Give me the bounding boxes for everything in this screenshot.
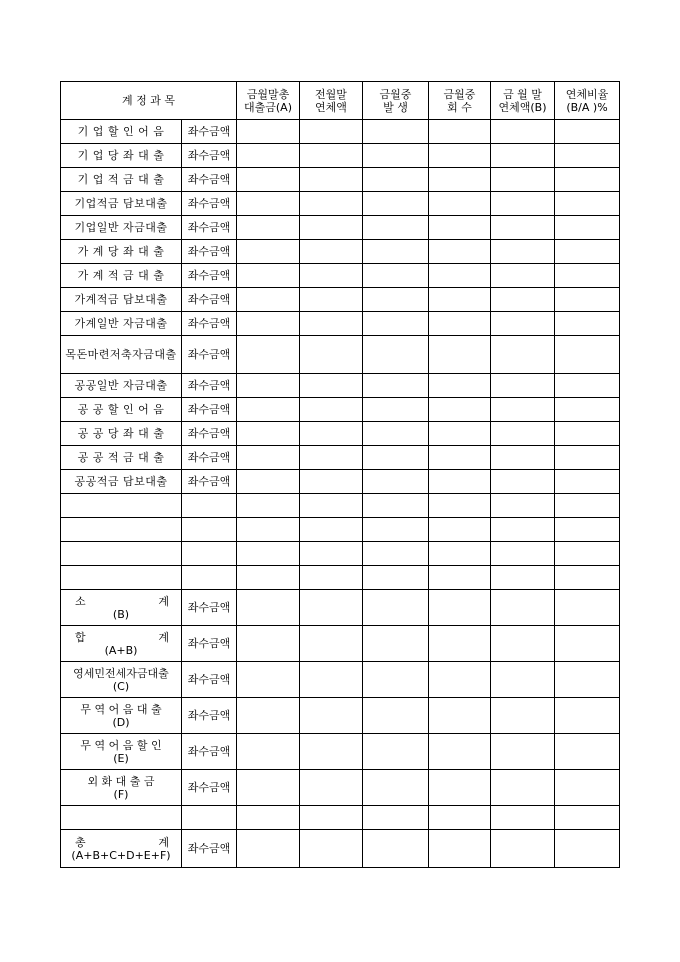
count-amount-label: 좌수금액 xyxy=(182,312,237,336)
d-loan-row xyxy=(61,698,620,734)
value-cell[interactable] xyxy=(555,470,620,494)
value-cell[interactable] xyxy=(429,770,491,806)
count-amount-label: 좌수금액 xyxy=(182,264,237,288)
value-cell[interactable] xyxy=(300,446,363,470)
value-cell[interactable] xyxy=(237,192,300,216)
value-cell[interactable] xyxy=(555,698,620,734)
value-cell[interactable] xyxy=(555,626,620,662)
blank-cell xyxy=(61,494,182,518)
account-row xyxy=(61,240,620,264)
c-loan-row xyxy=(61,662,620,698)
account-row xyxy=(61,422,620,446)
blank-row xyxy=(61,518,620,542)
value-cell[interactable] xyxy=(300,518,363,542)
value-cell[interactable] xyxy=(363,336,429,374)
count-amount-label: 좌수금액 xyxy=(182,734,237,770)
value-cell[interactable] xyxy=(237,698,300,734)
value-cell[interactable] xyxy=(237,662,300,698)
account-name: 가 계 적 금 대 출 xyxy=(61,264,182,288)
grand-total-row xyxy=(61,830,620,868)
value-cell[interactable] xyxy=(363,446,429,470)
count-amount-label: 좌수금액 xyxy=(182,770,237,806)
account-name: 가계적금 담보대출 xyxy=(61,288,182,312)
blank-row xyxy=(61,566,620,590)
value-cell[interactable] xyxy=(237,120,300,144)
value-cell[interactable] xyxy=(363,518,429,542)
f-foreign-label: 외 화 대 출 금 (F) xyxy=(61,770,182,806)
value-cell[interactable] xyxy=(300,398,363,422)
value-cell[interactable] xyxy=(429,662,491,698)
value-cell[interactable] xyxy=(429,264,491,288)
account-name: 기업일반 자금대출 xyxy=(61,216,182,240)
value-cell[interactable] xyxy=(237,470,300,494)
value-cell[interactable] xyxy=(237,336,300,374)
account-row xyxy=(61,168,620,192)
account-name: 공 공 적 금 대 출 xyxy=(61,446,182,470)
value-cell[interactable] xyxy=(237,626,300,662)
count-amount-label: 좌수금액 xyxy=(182,336,237,374)
value-cell[interactable] xyxy=(237,264,300,288)
value-cell[interactable] xyxy=(555,590,620,626)
value-cell[interactable] xyxy=(363,216,429,240)
value-cell[interactable] xyxy=(429,374,491,398)
account-name: 목돈마련저축자금대출 xyxy=(61,336,182,374)
count-amount-label: 좌수금액 xyxy=(182,626,237,662)
value-cell[interactable] xyxy=(555,398,620,422)
value-cell[interactable] xyxy=(363,806,429,830)
value-cell[interactable] xyxy=(491,566,555,590)
value-cell[interactable] xyxy=(491,626,555,662)
value-cell[interactable] xyxy=(555,240,620,264)
blank-row xyxy=(61,494,620,518)
account-name: 가 계 당 좌 대 출 xyxy=(61,240,182,264)
value-cell[interactable] xyxy=(300,662,363,698)
d-loan-label: 무 역 어 음 대 출 (D) xyxy=(61,698,182,734)
value-cell[interactable] xyxy=(237,590,300,626)
count-amount-label: 좌수금액 xyxy=(182,662,237,698)
account-name: 기 업 당 좌 대 출 xyxy=(61,144,182,168)
account-name: 공 공 당 좌 대 출 xyxy=(61,422,182,446)
e-discount-row xyxy=(61,734,620,770)
blank-cell xyxy=(61,518,182,542)
value-cell[interactable] xyxy=(491,494,555,518)
value-cell[interactable] xyxy=(363,398,429,422)
value-cell[interactable] xyxy=(491,470,555,494)
value-cell[interactable] xyxy=(429,626,491,662)
value-cell[interactable] xyxy=(363,288,429,312)
blank-cell xyxy=(182,494,237,518)
value-cell[interactable] xyxy=(300,566,363,590)
header-total-loans: 금월말총 대출금(A) xyxy=(237,82,300,120)
value-cell[interactable] xyxy=(300,698,363,734)
blank-cell xyxy=(61,566,182,590)
count-amount-label: 좌수금액 xyxy=(182,216,237,240)
header-occurred: 금월중 발 생 xyxy=(363,82,429,120)
account-row xyxy=(61,336,620,374)
value-cell[interactable] xyxy=(491,770,555,806)
value-cell[interactable] xyxy=(300,336,363,374)
header-month-end-delinquent: 금 월 말 연체액(B) xyxy=(491,82,555,120)
value-cell[interactable] xyxy=(300,168,363,192)
value-cell[interactable] xyxy=(429,288,491,312)
value-cell[interactable] xyxy=(555,806,620,830)
value-cell[interactable] xyxy=(429,518,491,542)
count-amount-label: 좌수금액 xyxy=(182,288,237,312)
value-cell[interactable] xyxy=(429,336,491,374)
value-cell[interactable] xyxy=(300,192,363,216)
value-cell[interactable] xyxy=(300,422,363,446)
value-cell[interactable] xyxy=(429,494,491,518)
header-prev-delinquent: 전월말 연체액 xyxy=(300,82,363,120)
value-cell[interactable] xyxy=(237,216,300,240)
value-cell[interactable] xyxy=(429,806,491,830)
value-cell[interactable] xyxy=(363,374,429,398)
value-cell[interactable] xyxy=(363,542,429,566)
value-cell[interactable] xyxy=(300,216,363,240)
account-row xyxy=(61,446,620,470)
value-cell[interactable] xyxy=(429,120,491,144)
blank-cell xyxy=(182,806,237,830)
value-cell[interactable] xyxy=(363,192,429,216)
value-cell[interactable] xyxy=(300,590,363,626)
value-cell[interactable] xyxy=(300,288,363,312)
blank-row xyxy=(61,806,620,830)
account-name: 기 업 적 금 대 출 xyxy=(61,168,182,192)
value-cell[interactable] xyxy=(555,144,620,168)
count-amount-label: 좌수금액 xyxy=(182,168,237,192)
value-cell[interactable] xyxy=(555,168,620,192)
value-cell[interactable] xyxy=(491,264,555,288)
value-cell[interactable] xyxy=(429,566,491,590)
account-header: 계 정 과 목 xyxy=(61,82,237,120)
count-amount-label: 좌수금액 xyxy=(182,240,237,264)
value-cell[interactable] xyxy=(363,770,429,806)
value-cell[interactable] xyxy=(300,830,363,868)
value-cell[interactable] xyxy=(237,806,300,830)
value-cell[interactable] xyxy=(491,734,555,770)
value-cell[interactable] xyxy=(555,770,620,806)
account-row xyxy=(61,120,620,144)
value-cell[interactable] xyxy=(555,374,620,398)
value-cell[interactable] xyxy=(429,734,491,770)
value-cell[interactable] xyxy=(237,494,300,518)
value-cell[interactable] xyxy=(300,494,363,518)
value-cell[interactable] xyxy=(555,422,620,446)
blank-cell xyxy=(182,566,237,590)
header-recovered: 금월중 회 수 xyxy=(429,82,491,120)
value-cell[interactable] xyxy=(491,698,555,734)
account-name: 공공일반 자금대출 xyxy=(61,374,182,398)
count-amount-label: 좌수금액 xyxy=(182,192,237,216)
grand-total-label: 총 계 (A+B+C+D+E+F) xyxy=(61,830,182,868)
value-cell[interactable] xyxy=(237,566,300,590)
account-row xyxy=(61,216,620,240)
blank-row xyxy=(61,542,620,566)
value-cell[interactable] xyxy=(491,216,555,240)
value-cell[interactable] xyxy=(555,264,620,288)
value-cell[interactable] xyxy=(300,144,363,168)
value-cell[interactable] xyxy=(237,542,300,566)
value-cell[interactable] xyxy=(429,830,491,868)
value-cell[interactable] xyxy=(491,422,555,446)
value-cell[interactable] xyxy=(491,192,555,216)
value-cell[interactable] xyxy=(363,470,429,494)
subtotal-label: 소 계 (B) xyxy=(61,590,182,626)
value-cell[interactable] xyxy=(300,374,363,398)
value-cell[interactable] xyxy=(555,336,620,374)
value-cell[interactable] xyxy=(555,216,620,240)
count-amount-label: 좌수금액 xyxy=(182,446,237,470)
account-row xyxy=(61,192,620,216)
account-row xyxy=(61,312,620,336)
account-name: 가계일반 자금대출 xyxy=(61,312,182,336)
value-cell[interactable] xyxy=(491,806,555,830)
value-cell[interactable] xyxy=(363,312,429,336)
value-cell[interactable] xyxy=(491,446,555,470)
account-row xyxy=(61,288,620,312)
value-cell[interactable] xyxy=(237,374,300,398)
value-cell[interactable] xyxy=(363,494,429,518)
value-cell[interactable] xyxy=(363,590,429,626)
count-amount-label: 좌수금액 xyxy=(182,470,237,494)
blank-cell xyxy=(61,806,182,830)
value-cell[interactable] xyxy=(491,168,555,192)
account-name: 기업적금 담보대출 xyxy=(61,192,182,216)
value-cell[interactable] xyxy=(555,566,620,590)
count-amount-label: 좌수금액 xyxy=(182,422,237,446)
value-cell[interactable] xyxy=(555,542,620,566)
value-cell[interactable] xyxy=(363,264,429,288)
value-cell[interactable] xyxy=(555,830,620,868)
account-row xyxy=(61,470,620,494)
count-amount-label: 좌수금액 xyxy=(182,590,237,626)
value-cell[interactable] xyxy=(555,312,620,336)
value-cell[interactable] xyxy=(491,288,555,312)
value-cell[interactable] xyxy=(429,590,491,626)
c-loan-label: 영세민전세자금대출 (C) xyxy=(61,662,182,698)
value-cell[interactable] xyxy=(363,626,429,662)
value-cell[interactable] xyxy=(300,734,363,770)
value-cell[interactable] xyxy=(237,240,300,264)
value-cell[interactable] xyxy=(491,662,555,698)
value-cell[interactable] xyxy=(429,398,491,422)
value-cell[interactable] xyxy=(237,288,300,312)
value-cell[interactable] xyxy=(429,542,491,566)
value-cell[interactable] xyxy=(363,566,429,590)
value-cell[interactable] xyxy=(363,120,429,144)
value-cell[interactable] xyxy=(555,662,620,698)
value-cell[interactable] xyxy=(237,398,300,422)
blank-cell xyxy=(61,542,182,566)
value-cell[interactable] xyxy=(491,336,555,374)
subtotal-row xyxy=(61,590,620,626)
value-cell[interactable] xyxy=(491,120,555,144)
delinquency-report-table xyxy=(60,81,620,868)
value-cell[interactable] xyxy=(237,312,300,336)
value-cell[interactable] xyxy=(555,734,620,770)
account-row xyxy=(61,398,620,422)
value-cell[interactable] xyxy=(237,144,300,168)
value-cell[interactable] xyxy=(363,698,429,734)
value-cell[interactable] xyxy=(491,374,555,398)
value-cell[interactable] xyxy=(555,192,620,216)
count-amount-label: 좌수금액 xyxy=(182,398,237,422)
value-cell[interactable] xyxy=(300,240,363,264)
value-cell[interactable] xyxy=(363,144,429,168)
e-discount-label: 무 역 어 음 할 인 (E) xyxy=(61,734,182,770)
count-amount-label: 좌수금액 xyxy=(182,698,237,734)
value-cell[interactable] xyxy=(237,446,300,470)
account-name: 공 공 할 인 어 음 xyxy=(61,398,182,422)
value-cell[interactable] xyxy=(363,240,429,264)
value-cell[interactable] xyxy=(300,312,363,336)
value-cell[interactable] xyxy=(363,168,429,192)
value-cell[interactable] xyxy=(555,288,620,312)
value-cell[interactable] xyxy=(491,398,555,422)
value-cell[interactable] xyxy=(429,422,491,446)
value-cell[interactable] xyxy=(491,240,555,264)
account-row xyxy=(61,264,620,288)
count-amount-label: 좌수금액 xyxy=(182,144,237,168)
value-cell[interactable] xyxy=(363,734,429,770)
f-foreign-row xyxy=(61,770,620,806)
account-row xyxy=(61,144,620,168)
value-cell[interactable] xyxy=(237,734,300,770)
value-cell[interactable] xyxy=(491,830,555,868)
sum-row xyxy=(61,626,620,662)
account-name: 기 업 할 인 어 음 xyxy=(61,120,182,144)
value-cell[interactable] xyxy=(429,698,491,734)
value-cell[interactable] xyxy=(237,770,300,806)
value-cell[interactable] xyxy=(491,590,555,626)
value-cell[interactable] xyxy=(555,446,620,470)
account-row xyxy=(61,374,620,398)
account-name: 공공적금 담보대출 xyxy=(61,470,182,494)
value-cell[interactable] xyxy=(491,542,555,566)
value-cell[interactable] xyxy=(300,806,363,830)
value-cell[interactable] xyxy=(429,446,491,470)
value-cell[interactable] xyxy=(363,662,429,698)
value-cell[interactable] xyxy=(363,422,429,446)
value-cell[interactable] xyxy=(300,542,363,566)
count-amount-label: 좌수금액 xyxy=(182,830,237,868)
count-amount-label: 좌수금액 xyxy=(182,374,237,398)
value-cell[interactable] xyxy=(300,120,363,144)
value-cell[interactable] xyxy=(429,144,491,168)
value-cell[interactable] xyxy=(237,422,300,446)
value-cell[interactable] xyxy=(300,626,363,662)
value-cell[interactable] xyxy=(555,494,620,518)
blank-cell xyxy=(182,542,237,566)
value-cell[interactable] xyxy=(237,518,300,542)
value-cell[interactable] xyxy=(429,216,491,240)
blank-cell xyxy=(182,518,237,542)
value-cell[interactable] xyxy=(300,264,363,288)
value-cell[interactable] xyxy=(237,830,300,868)
value-cell[interactable] xyxy=(491,144,555,168)
header-row xyxy=(61,82,620,120)
value-cell[interactable] xyxy=(429,312,491,336)
value-cell[interactable] xyxy=(555,518,620,542)
value-cell[interactable] xyxy=(491,312,555,336)
value-cell[interactable] xyxy=(429,168,491,192)
sum-label: 합 계 (A+B) xyxy=(61,626,182,662)
value-cell[interactable] xyxy=(429,470,491,494)
value-cell[interactable] xyxy=(237,168,300,192)
value-cell[interactable] xyxy=(429,240,491,264)
header-delinquency-ratio: 연체비율 (B/A )% xyxy=(555,82,620,120)
count-amount-label: 좌수금액 xyxy=(182,120,237,144)
value-cell[interactable] xyxy=(300,770,363,806)
value-cell[interactable] xyxy=(300,470,363,494)
value-cell[interactable] xyxy=(363,830,429,868)
value-cell[interactable] xyxy=(429,192,491,216)
value-cell[interactable] xyxy=(491,518,555,542)
value-cell[interactable] xyxy=(555,120,620,144)
